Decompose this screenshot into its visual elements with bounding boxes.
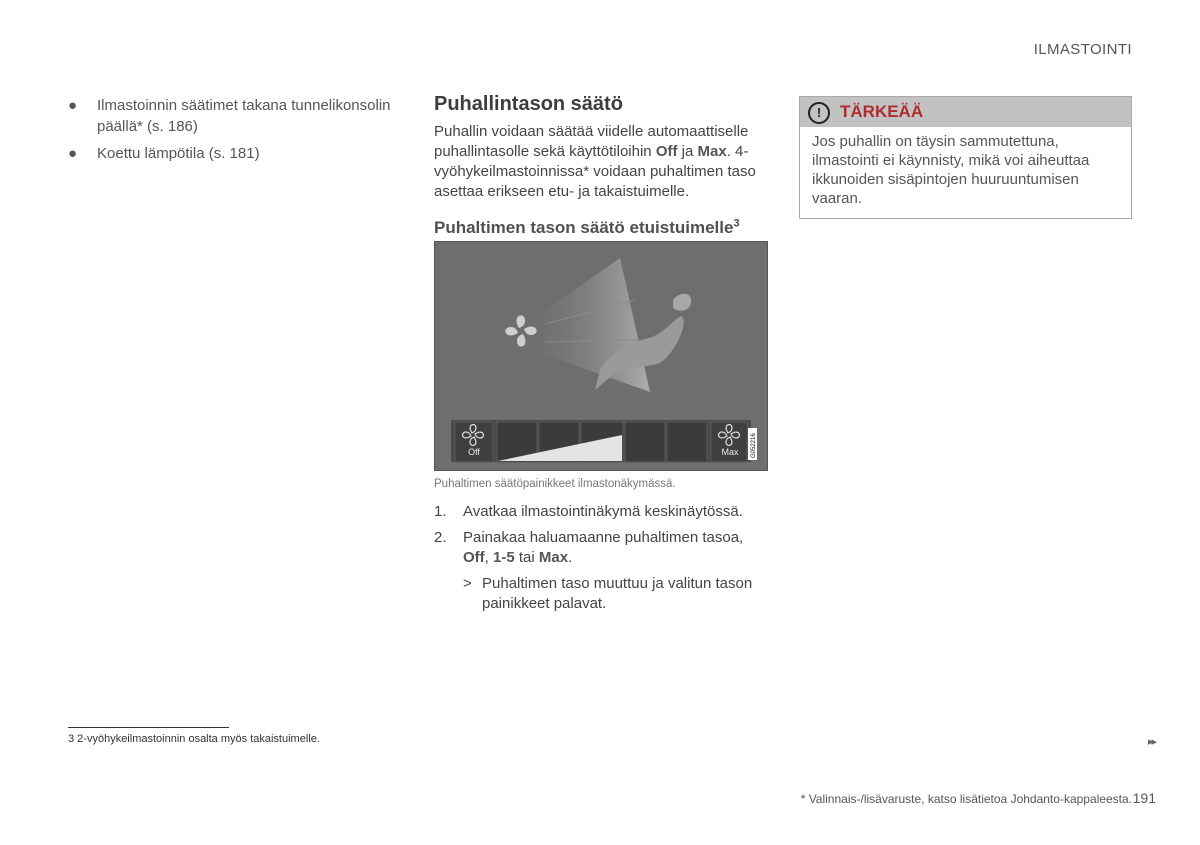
bullet-icon: ●: [68, 145, 78, 162]
list-item: [68, 95, 398, 137]
section-title: ILMASTOINTI: [1033, 41, 1132, 58]
page-heading: Puhallintason säätö: [434, 93, 623, 115]
footnote-divider: [68, 727, 229, 728]
next-page-icon[interactable]: ▸▸: [1148, 736, 1156, 748]
fan-max-button: [711, 422, 747, 462]
list-item: [68, 143, 398, 164]
warning-text: Jos puhallin on täysin sammutettuna, ilmastointi ei käynnisty, mikä voi aiheuttaa ikkunoiden sisäpintojen huuruuntumisen vaaran.: [812, 133, 1090, 207]
result-arrow-icon: >: [463, 575, 472, 592]
left-column: [68, 95, 398, 170]
footnote: 3 2-vyöhykeilmastoinnin osalta myös takaistuimelle.: [68, 733, 320, 745]
step-item: 2. Painakaa haluamaanne puhaltimen tasoa, Off, 1-5 tai Max.: [434, 529, 744, 566]
step-result: > Puhaltimen taso muuttuu ja valitun tason painikkeet palavat.: [463, 575, 753, 612]
fan-off-button: [455, 422, 493, 462]
intro-paragraph: Puhallin voidaan säätää viidelle automaattiselle puhallintasolle sekä käyttötiloihin Off ja Max. 4-vyöhykeilmastoinnissa* voidaan puhaltimen taso asettaa erikseen etu- ja takaistuimelle.: [434, 123, 756, 200]
warning-header: [800, 97, 1131, 127]
bullet-text[interactable]: Ilmastoinnin säätimet takana tunnelikonsolin päällä* (s. 186): [97, 97, 391, 135]
main-column: [434, 93, 769, 614]
image-code: G052216: [751, 433, 757, 458]
warning-title: TÄRKEÄÄ: [840, 102, 924, 121]
max-label: Max: [721, 447, 739, 457]
subheading: Puhaltimen tason säätö etuistuimelle$^3$: [434, 217, 740, 237]
bullet-icon: ●: [68, 97, 78, 114]
bullet-text[interactable]: Koettu lämpötila (s. 181): [97, 145, 260, 162]
figure-caption: Puhaltimen säätöpainikkeet ilmastonäkymässä.: [434, 478, 676, 490]
fan-control-figure: [434, 241, 768, 471]
fan-level-buttons: [497, 422, 707, 462]
fan-icon: [505, 315, 536, 346]
fan-illustration: [435, 242, 767, 470]
footer-note: * Valinnais-/lisävaruste, katso lisätietoa Johdanto-kappaleesta.: [800, 792, 1132, 806]
step-item: 1. Avatkaa ilmastointinäkymä keskinäytössä.: [434, 503, 743, 520]
warning-box: [799, 96, 1132, 219]
warning-icon: !: [808, 102, 830, 124]
off-label: Off: [468, 447, 480, 457]
page-number: 191: [1132, 790, 1156, 806]
